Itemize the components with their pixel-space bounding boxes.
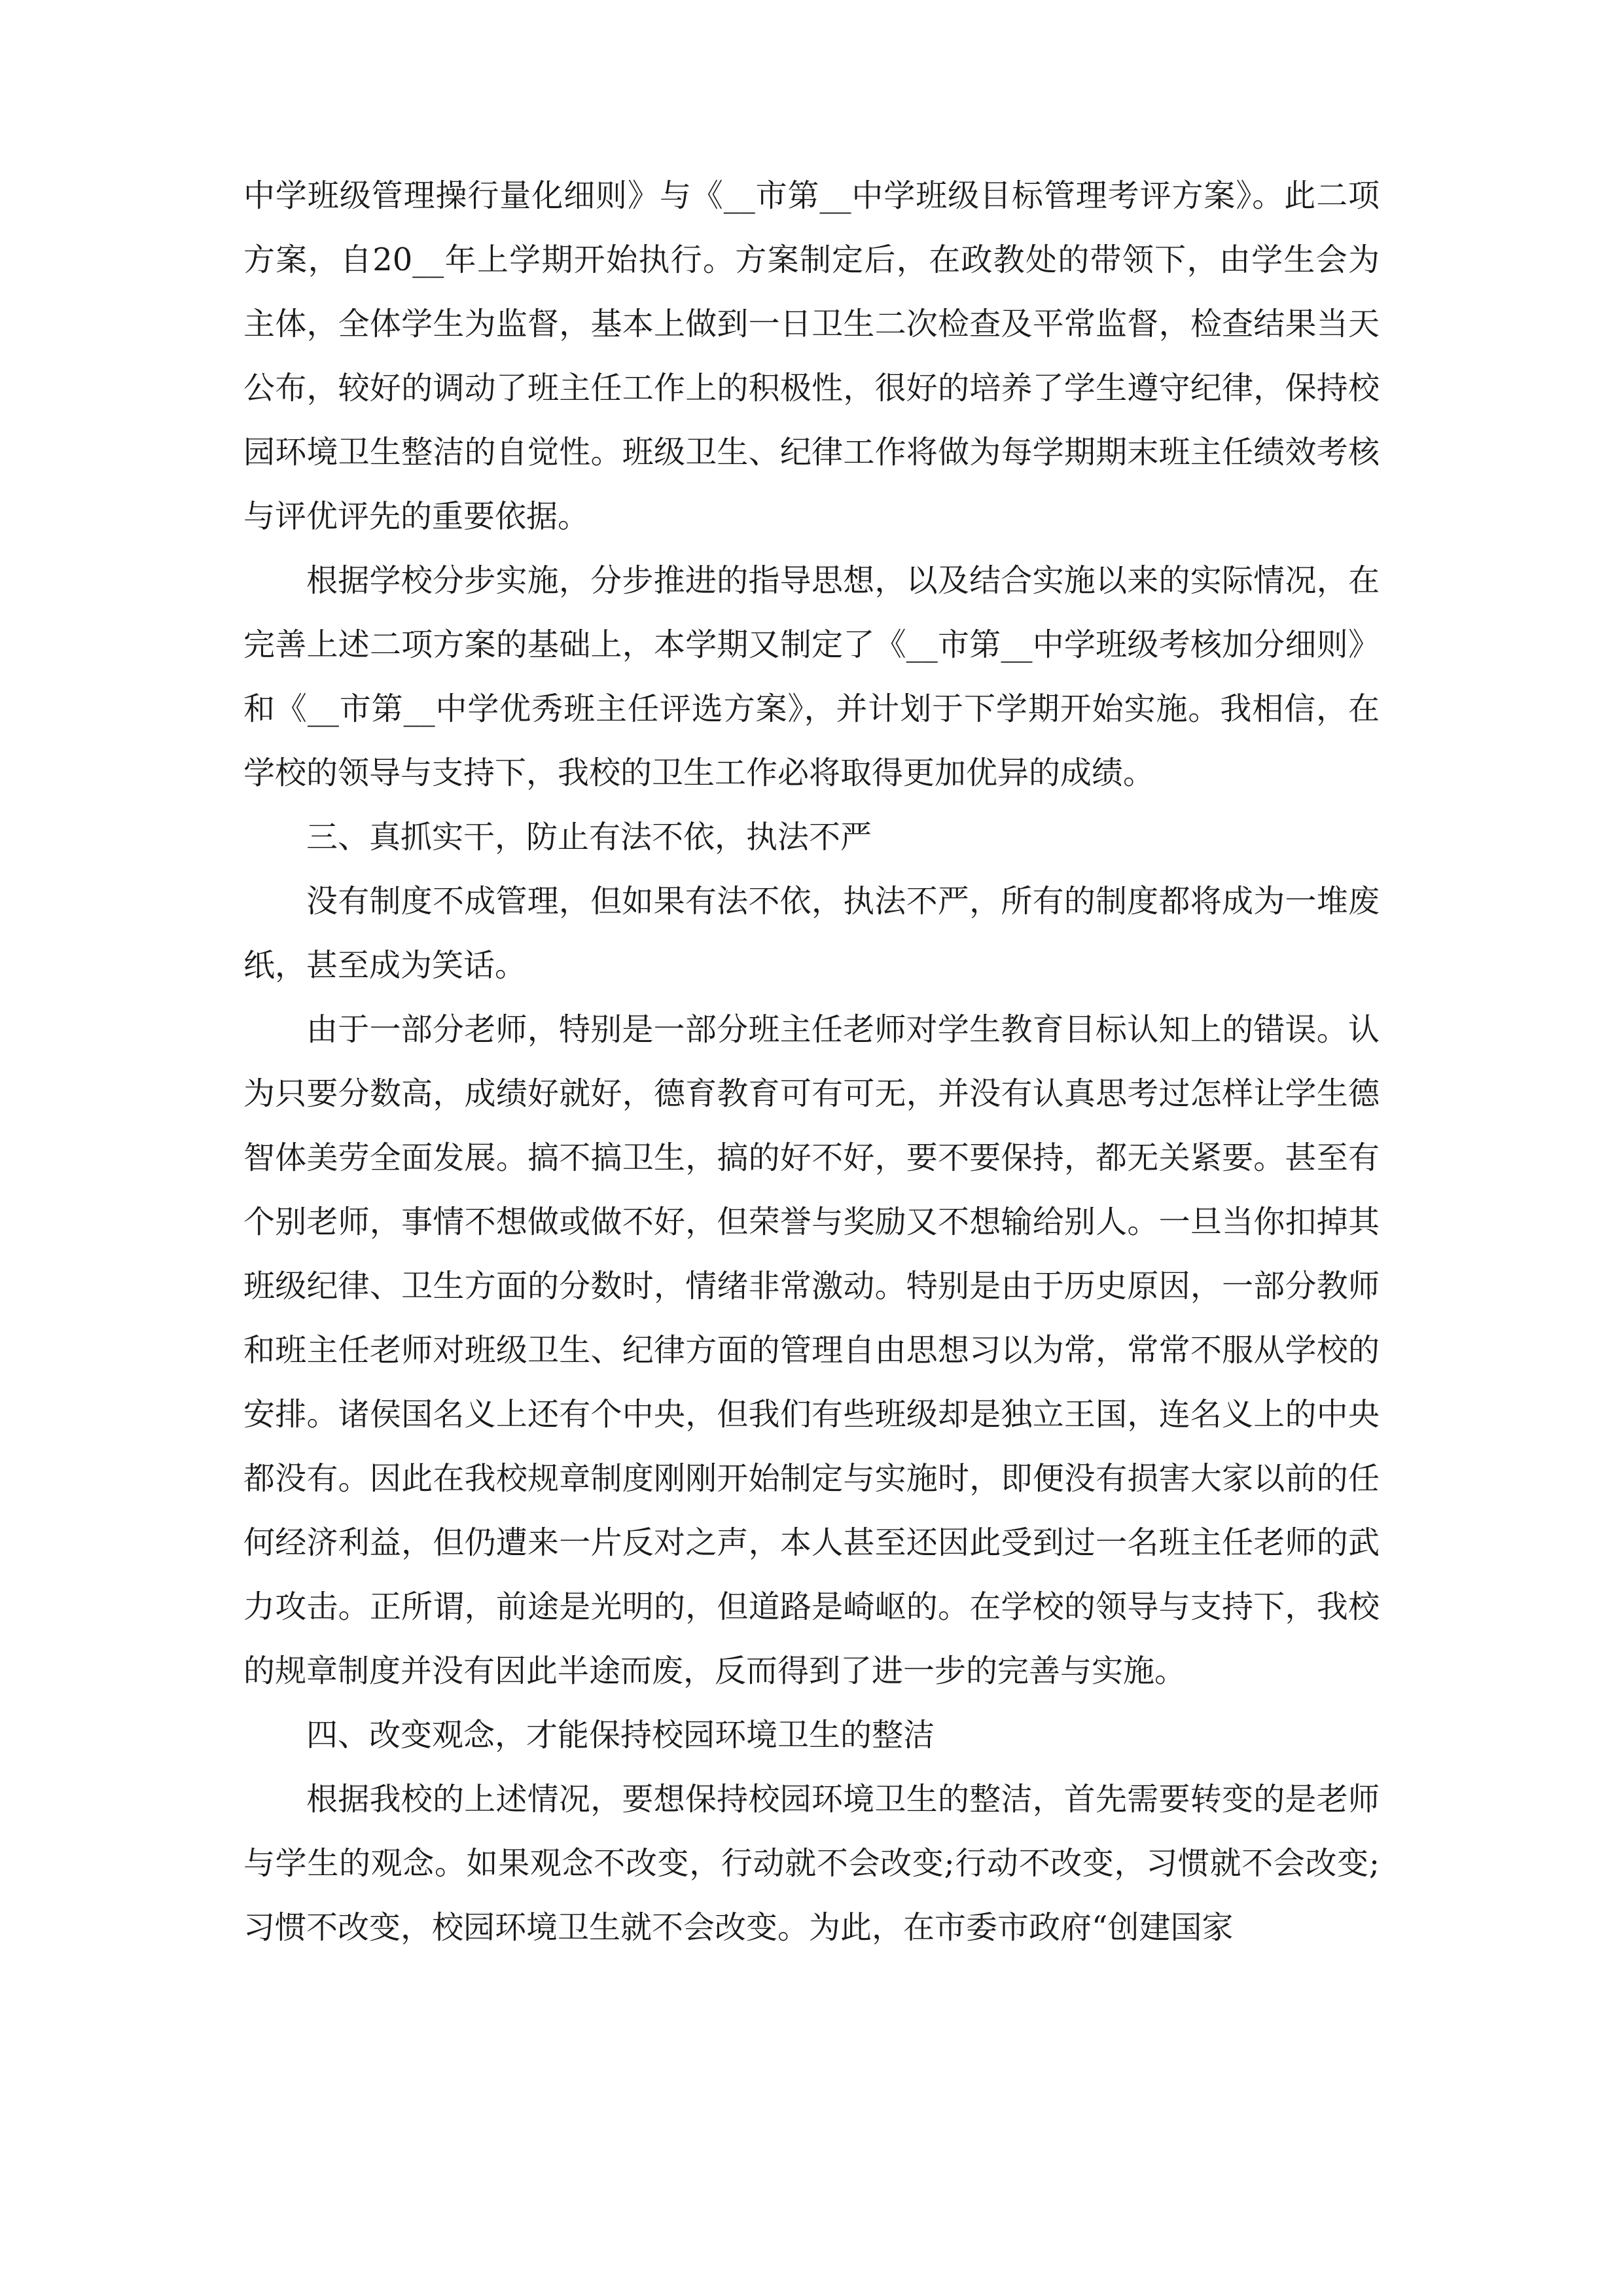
- paragraph: 由于一部分老师，特别是一部分班主任老师对学生教育目标认知上的错误。认为只要分数高，成绩好就好，德育教育可有可无，并没有认真思考过怎样让学生德智体美劳全面发展。搞不搞卫生，搞的好不好，要不要保持，都无关紧要。甚至有个别老师，事情不想做或做不好，但荣誉与奖励又不想输给别人。一旦当你扣掉其班级纪律、卫生方面的分数时，情绪非常激动。特别是由于历史原因，一部分教师和班主任老师对班级卫生、纪律方面的管理自由思想习以为常，常常不服从学校的安排。诸侯国名义上还有个中央，但我们有些班级却是独立王国，连名义上的中央都没有。因此在我校规章制度刚刚开始制定与实施时，即便没有损害大家以前的任何经济利益，但仍遭来一片反对之声，本人甚至还因此受到过一名班主任老师的武力攻击。正所谓，前途是光明的，但道路是崎岖的。在学校的领导与支持下，我校的规章制度并没有因此半途而废，反而得到了进一步的完善与实施。: [243, 1011, 1380, 1689]
- section-heading: 四、改变观念，才能保持校园环境卫生的整洁: [306, 1717, 935, 1753]
- paragraph: 根据我校的上述情况，要想保持校园环境卫生的整洁，首先需要转变的是老师与学生的观念。如果观念不改变，行动就不会改变;行动不改变，习惯就不会改变;习惯不改变，校园环境卫生就不会改变。为此，在市委市政府“创建国家: [243, 1781, 1380, 1946]
- section-heading: 三、真抓实干，防止有法不依，执法不严: [306, 819, 872, 855]
- paragraph: 根据学校分步实施，分步推进的指导思想，以及结合实施以来的实际情况，在完善上述二项方案的基础上，本学期又制定了《__市第__中学班级考核加分细则》和《__市第__中学优秀班主任评选方案》，并计划于下学期开始实施。我相信，在学校的领导与支持下，我校的卫生工作必将取得更加优异的成绩。: [243, 562, 1380, 791]
- paragraph: 没有制度不成管理，但如果有法不依，执法不严，所有的制度都将成为一堆废纸，甚至成为笑话。: [243, 883, 1380, 984]
- paragraph: 中学班级管理操行量化细则》与《__市第__中学班级目标管理考评方案》。此二项方案，自20__年上学期开始执行。方案制定后，在政教处的带领下，由学生会为主体，全体学生为监督，基本上做到一日卫生二次检查及平常监督，检查结果当天公布，较好的调动了班主任工作上的积极性，很好的培养了学生遵守纪律，保持校园环境卫生整洁的自觉性。班级卫生、纪律工作将做为每学期期末班主任绩效考核与评优评先的重要依据。: [243, 177, 1380, 535]
- document-body: [243, 164, 1380, 1960]
